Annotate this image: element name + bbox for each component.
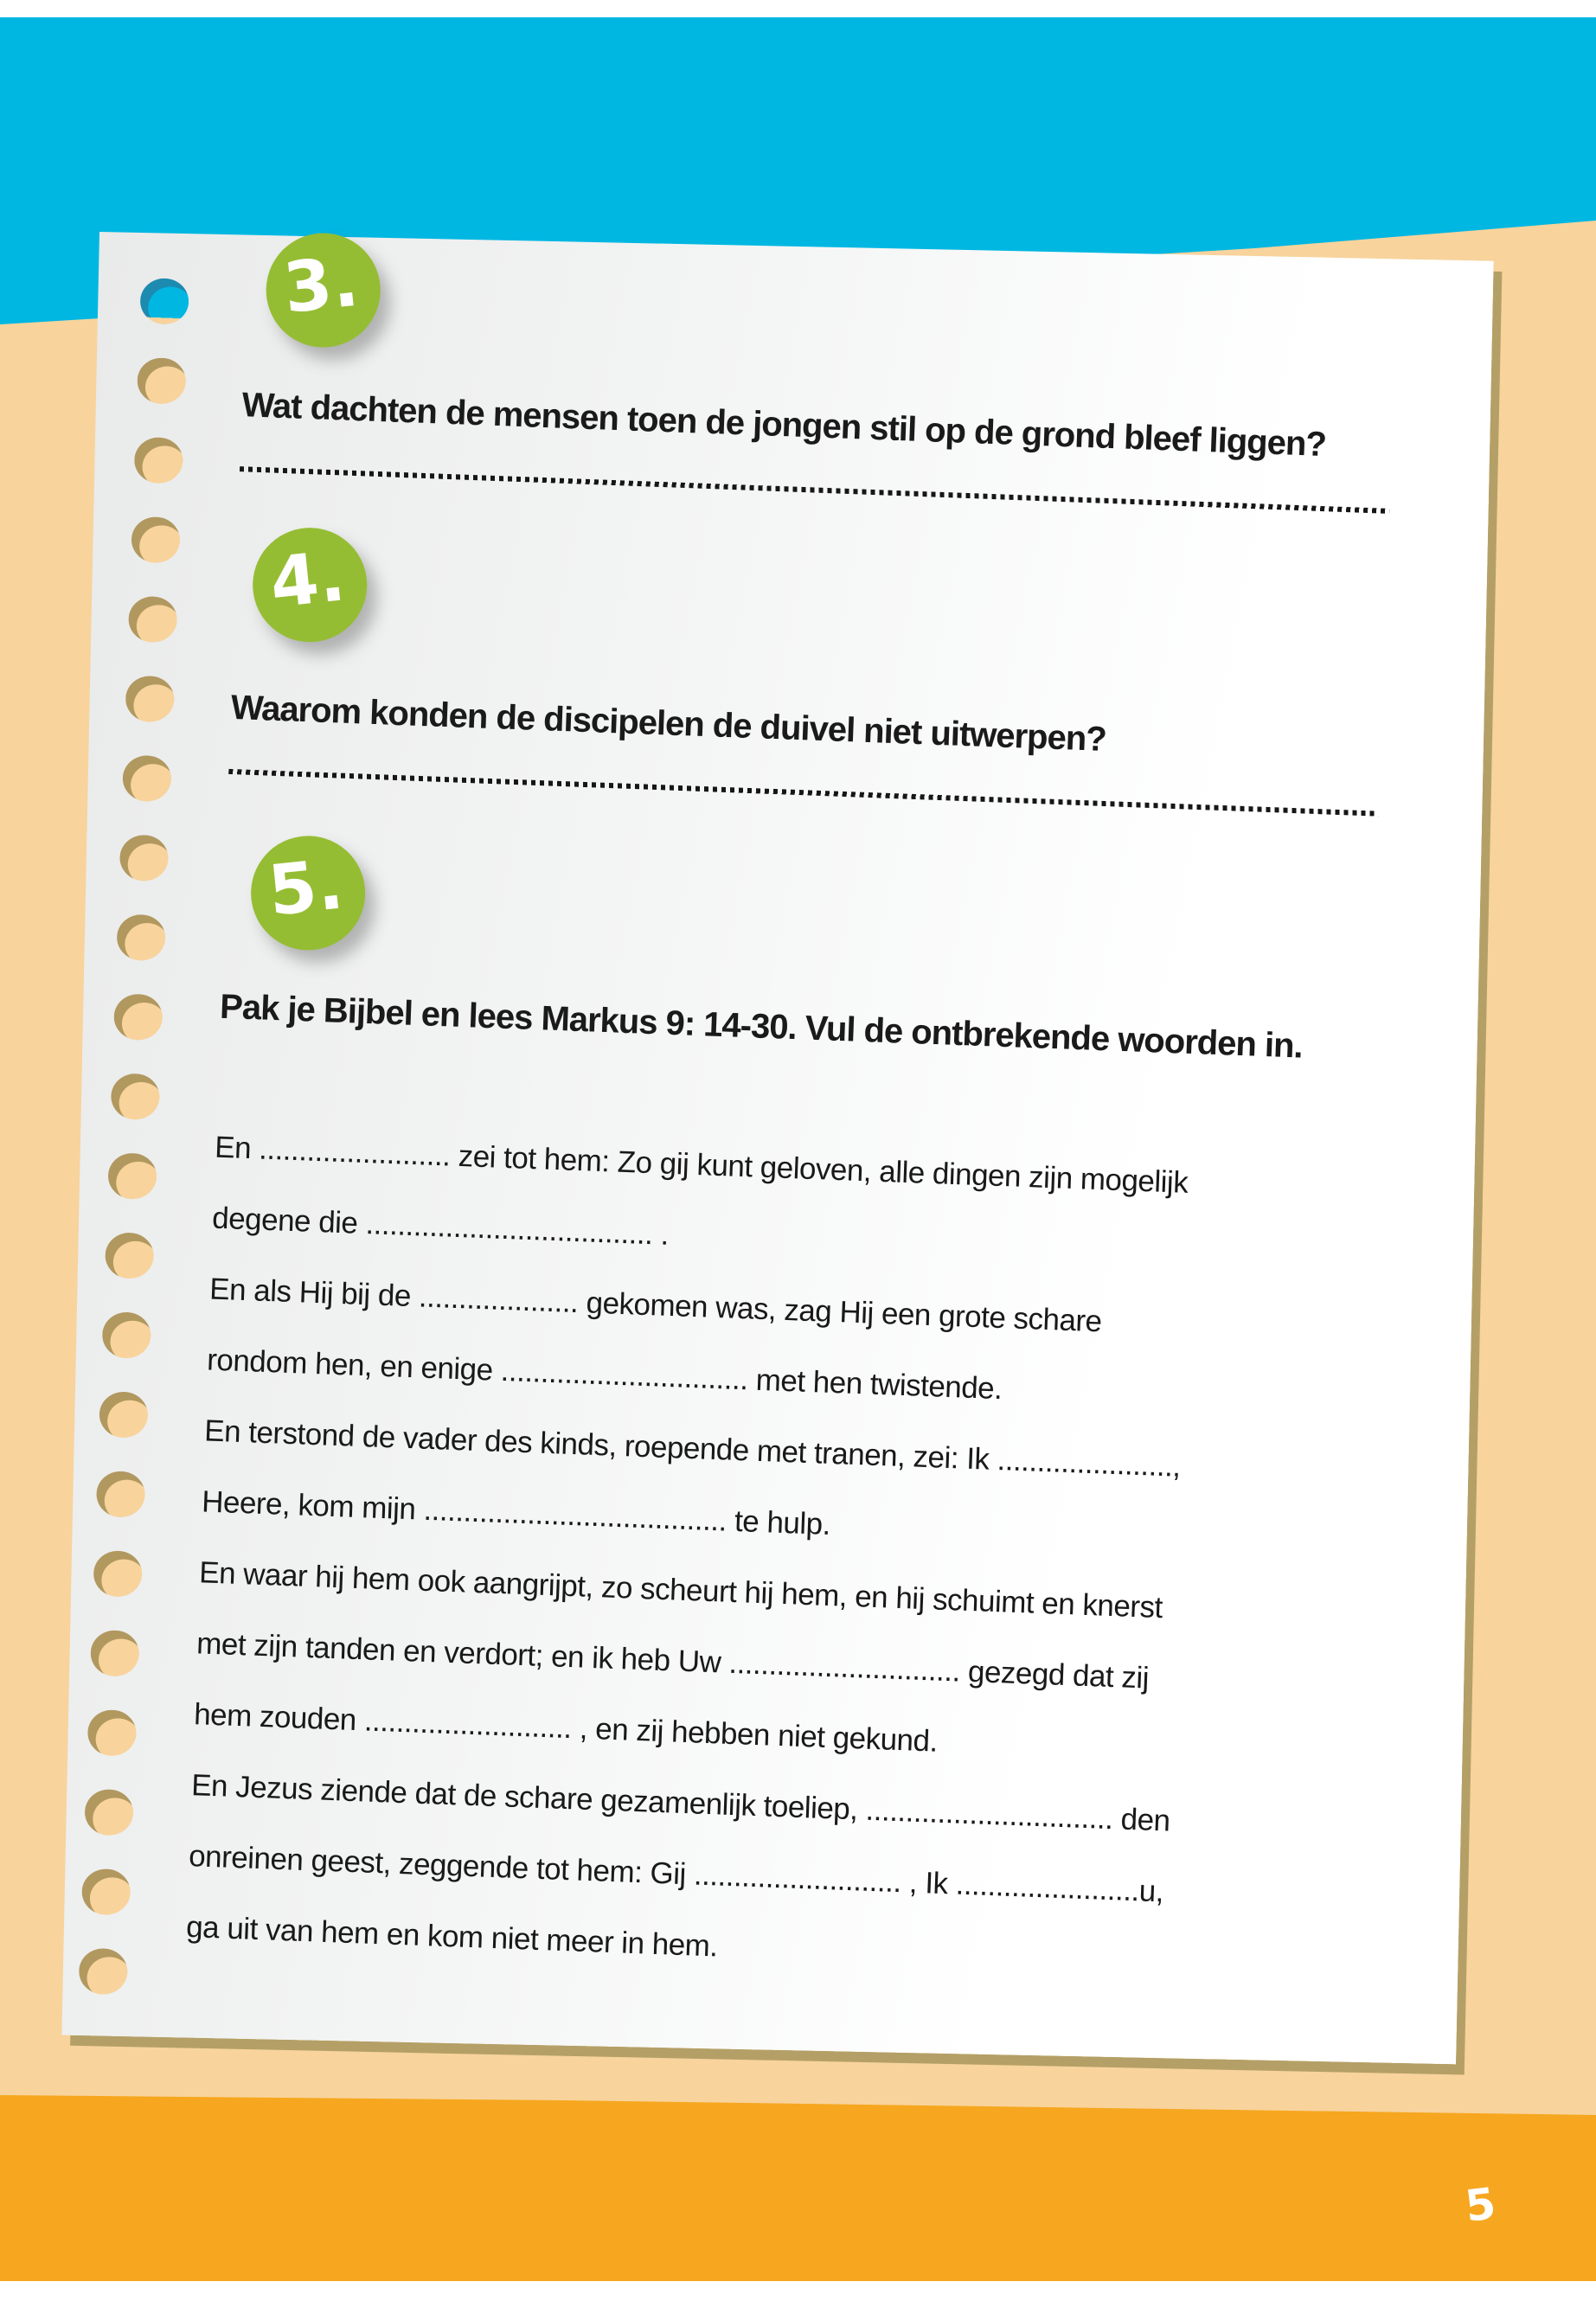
question-4-number: 4. [266, 535, 349, 624]
punch-hole [81, 1868, 131, 1916]
punch-hole [125, 675, 175, 722]
question-4-badge [251, 526, 369, 644]
question-5-badge [249, 834, 368, 952]
question-4-text: Waarom konden de discipelen de duivel niet uitwerpen? [230, 688, 1107, 760]
punch-hole [96, 1471, 146, 1518]
fill-in-line: degene die .................................... . [211, 1201, 670, 1252]
punch-hole [133, 437, 183, 484]
punch-hole [87, 1709, 137, 1757]
fill-in-text-block [185, 1112, 1426, 2008]
punch-hole [122, 754, 172, 802]
fill-in-line: hem zouden .......................... , en zij hebben niet gekund. [193, 1697, 939, 1759]
fill-in-line: En als Hij bij de .................... gekomen was, zag Hij een grote schare [208, 1272, 1103, 1339]
page-number: 5 [1462, 2178, 1499, 2232]
punch-hole [119, 834, 170, 881]
worksheet-paper-sheet [61, 232, 1493, 2064]
question-3-badge [264, 231, 382, 349]
punch-hole [99, 1391, 149, 1439]
punch-hole [84, 1789, 134, 1836]
fill-in-line: met zijn tanden en verdort; en ik heb Uw ............................. gezegd dat zij [195, 1626, 1150, 1695]
question-4-answer-line [228, 769, 1378, 817]
punch-hole [113, 993, 163, 1041]
punch-hole [78, 1948, 128, 1996]
punch-hole [105, 1232, 155, 1279]
punch-hole [101, 1311, 151, 1359]
fill-in-line: ga uit van hem en kom niet meer in hem. [185, 1910, 719, 1964]
question-5-instruction: Pak je Bijbel en lees Markus 9: 14-30. Vul de ontbrekende woorden in. [219, 987, 1304, 1066]
fill-in-line: En Jezus ziende dat de schare gezamenlijk toeliep, ............................... den [190, 1768, 1171, 1838]
question-3-number: 3. [279, 240, 362, 329]
punch-hole [90, 1630, 140, 1677]
question-3-answer-line [240, 466, 1389, 514]
fill-in-line: onreinen geest, zeggende tot hem: Gij .......................... , Ik .......................u, [188, 1839, 1164, 1909]
punch-hole [93, 1550, 143, 1598]
punch-hole [110, 1073, 160, 1120]
punch-hole [128, 596, 178, 644]
question-3-text: Wat dachten de mensen toen de jongen stil op de grond bleef liggen? [240, 386, 1327, 465]
fill-in-line: rondom hen, en enige ............................... met hen twistende. [206, 1343, 1003, 1407]
fill-in-line: En terstond de vader des kinds, roepende met tranen, zei: Ik ......................, [203, 1413, 1182, 1484]
footer-orange-band [0, 2092, 1596, 2281]
punch-hole [131, 516, 181, 564]
punch-hole-blue [139, 278, 189, 325]
punch-hole [137, 357, 187, 405]
punch-hole [107, 1152, 157, 1200]
fill-in-line: En ........................ zei tot hem: Zo gij kunt geloven, alle dingen zijn mogelijk [214, 1130, 1189, 1200]
question-5-number: 5. [264, 843, 348, 932]
fill-in-line: Heere, kom mijn ...................................... te hulp. [201, 1484, 831, 1541]
punch-hole [116, 913, 166, 961]
paper-content [34, 232, 1493, 2086]
fill-in-line: En waar hij hem ook aangrijpt, zo scheurt hij hem, en hij schuimt en knerst [198, 1555, 1163, 1625]
